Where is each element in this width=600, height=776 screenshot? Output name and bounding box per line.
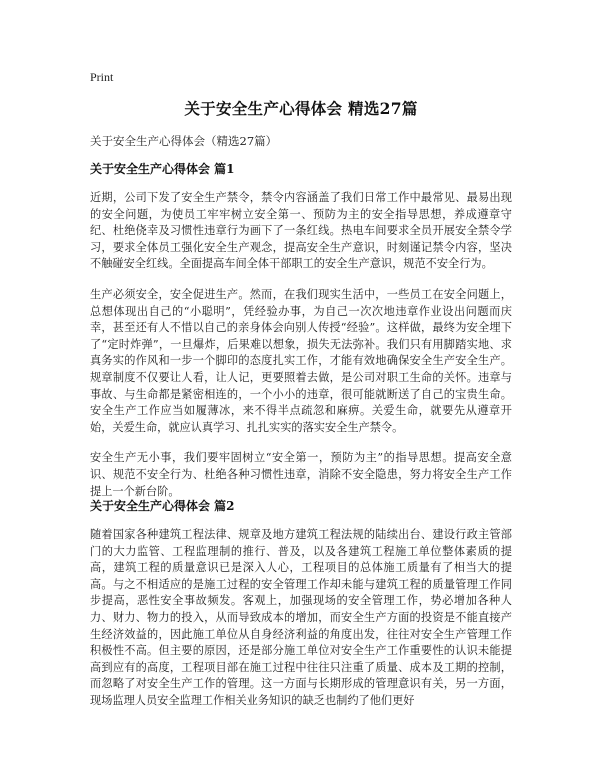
print-label: Print: [90, 70, 114, 84]
paragraph: 安全生产无小事，我们要牢固树立“安全第一，预防为主”的指导思想。提高安全意识、规范不安全行为、杜绝各种习惯性违章，消除不安全隐患，努力将安全生产工作提上一个新台阶。: [90, 451, 512, 498]
section-heading: 关于安全生产心得体会 篇1: [90, 162, 235, 176]
section-2: [90, 497, 512, 724]
paragraph: 近期，公司下发了安全生产禁令，禁令内容涵盖了我们日常工作中最常见、最易出现的安全问题，为使员工牢牢树立安全第一、预防为主的安全指导思想，养成遵章守纪、杜绝侥幸及习惯性违章行为画下了一条红线。热电车间要求全员开展安全禁令学习，要求全体员工强化安全生产观念，提高安全生产意识，时刻谨记禁令内容，坚决不触碰安全红线。全面提高车间全体干部职工的安全生产意识，规范不安全行为。: [90, 191, 512, 271]
document-title: 关于安全生产心得体会 精选27篇: [184, 99, 418, 118]
document-subtitle: 关于安全生产心得体会（精选27篇）: [90, 134, 278, 148]
section-heading: 关于安全生产心得体会 篇2: [90, 499, 235, 513]
section-1: [90, 160, 512, 514]
paragraph: 随着国家各种建筑工程法律、规章及地方建筑工程法规的陆续出台、建设行政主管部门的大力监管、工程监理制的推行、普及，以及各建筑工程施工单位整体素质的提高，建筑工程的质量意识已是深入人心，工程项目的总体施工质量有了相当大的提高。与之不相适应的是施工过程的安全管理工作却未能与建筑工程的质量管理工作同步提高，恶性安全事故频发。客观上，加强现场的安全管理工作，势必增加各种人力、财力、物力的投入，从而导致成本的增加，而安全生产方面的投资是不能直接产生经济效益的，因此施工单位从自身经济利益的角度出发，往往对安全生产管理工作积极性不高。但主要的原因，还是部分施工单位对安全生产工作重要性的认识未能提高到应有的高度，工程项目部在施工过程中往往只注重了质量、成本及工期的控制，而忽略了对安全生产工作的管理。这一方面与长期形成的管理意识有关，另一方面，现场监理人员安全监理工作相关业务知识的缺乏也制约了他们更好: [90, 528, 512, 707]
paragraph: 生产必须安全，安全促进生产。然而，在我们现实生活中，一些员工在安全问题上，总想体现出自己的“小聪明”，凭经验办事，为自己一次次地违章作业设出问题而庆幸，甚至还有人不惜以自己的亲身体会向别人传授“经验”。这样做，最终为安全埋下了“定时炸弹”，一旦爆炸，后果难以想象，损失无法弥补。我们只有用脚踏实地、求真务实的作风和一步一个脚印的态度扎实工作，才能有效地确保安全生产安全生产。规章制度不仅要让人看，让人记，更要照着去做，是公司对职工生命的关怀。违章与事故、与生命都是紧密相连的，一个小小的违章，很可能就断送了自己的宝贵生命。安全生产工作应当如履薄冰，来不得半点疏忽和麻痹。关爱生命，就要先从遵章开始，关爱生命，就应认真学习、扎扎实实的落实安全生产禁令。: [90, 287, 512, 434]
